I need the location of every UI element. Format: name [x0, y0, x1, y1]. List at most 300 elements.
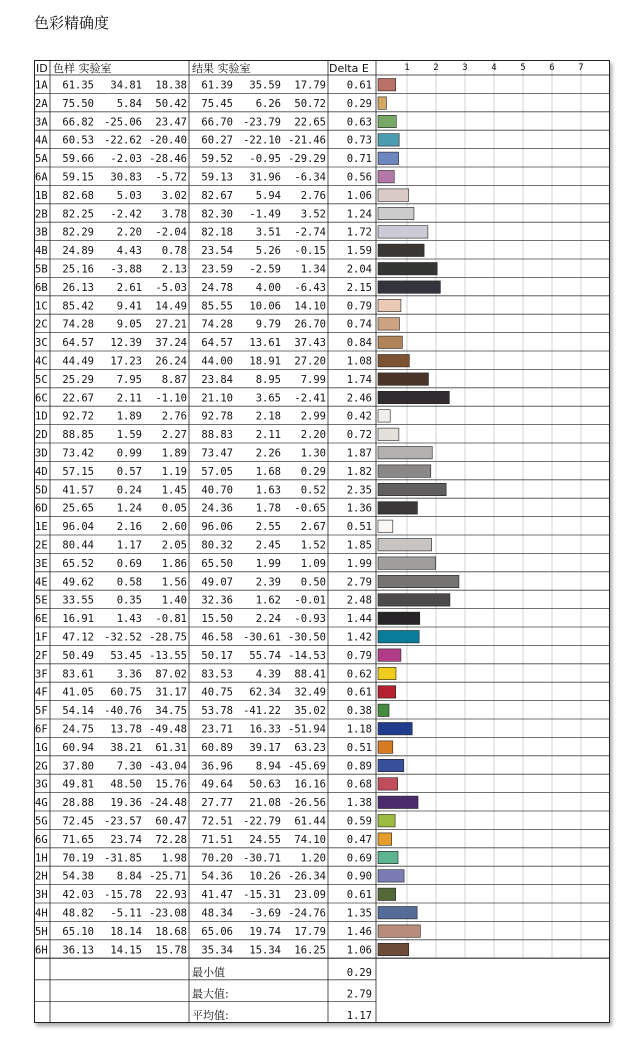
result-lab-value: 4.39 [255, 668, 281, 681]
result-lab-value: 2.24 [255, 613, 281, 626]
reference-lab-value: 9.05 [116, 318, 142, 331]
delta-e-bar [378, 759, 404, 771]
column-header-delta-e: Delta E [329, 62, 369, 75]
row-id: 6D [35, 502, 48, 515]
row-id: 3H [35, 889, 48, 902]
reference-lab-value: 1.40 [161, 594, 187, 607]
reference-lab-value: -23.08 [149, 907, 187, 920]
reference-lab-value: 16.91 [62, 613, 94, 626]
reference-lab-value: 1.89 [161, 447, 187, 460]
delta-e-value: 1.18 [346, 723, 372, 736]
result-lab-value: 61.44 [294, 815, 326, 828]
result-lab-value: -14.53 [288, 649, 326, 662]
result-lab-value: 19.74 [249, 925, 281, 938]
reference-lab-value: -5.72 [155, 171, 187, 184]
delta-e-bar [378, 410, 390, 422]
delta-e-value: 1.46 [346, 925, 372, 938]
result-lab-value: -6.43 [294, 281, 326, 294]
result-lab-value: 37.43 [294, 337, 326, 350]
delta-e-bar [378, 925, 420, 937]
reference-lab-value: 82.68 [62, 189, 94, 202]
result-lab-value: 10.06 [249, 300, 281, 313]
reference-lab-value: 5.84 [116, 97, 142, 110]
reference-lab-value: 1.59 [116, 429, 142, 442]
result-lab-value: 44.00 [201, 355, 233, 368]
row-id: 3C [35, 337, 48, 350]
reference-lab-value: 44.49 [62, 355, 94, 368]
delta-e-value: 0.79 [346, 300, 372, 313]
delta-e-bar [378, 134, 399, 146]
result-lab-value: 24.78 [201, 281, 233, 294]
result-lab-value: -2.41 [294, 392, 326, 405]
reference-lab-value: 37.80 [62, 760, 94, 773]
reference-lab-value: -2.42 [110, 208, 142, 221]
row-id: 4C [35, 355, 48, 368]
result-lab-value: 24.36 [201, 502, 233, 515]
row-id: 1B [35, 189, 48, 202]
reference-lab-value: -25.71 [149, 870, 187, 883]
reference-lab-value: 18.14 [110, 925, 142, 938]
delta-e-value: 0.61 [346, 889, 372, 902]
reference-lab-value: 23.74 [110, 833, 142, 846]
delta-e-bar [378, 171, 394, 183]
row-id: 5F [35, 705, 48, 718]
delta-e-value: 1.08 [346, 355, 372, 368]
result-lab-value: -22.10 [243, 134, 281, 147]
delta-e-bar [378, 723, 412, 735]
reference-lab-value: 83.61 [62, 668, 94, 681]
row-id: 5D [35, 484, 48, 497]
result-lab-value: -0.93 [294, 613, 326, 626]
result-lab-value: 35.59 [249, 79, 281, 92]
result-lab-value: 1.34 [300, 263, 326, 276]
result-lab-value: 27.20 [294, 355, 326, 368]
reference-lab-value: 60.47 [155, 815, 187, 828]
result-lab-value: 23.71 [201, 723, 233, 736]
row-id: 1D [35, 410, 48, 423]
delta-e-bar [378, 263, 437, 275]
result-lab-value: 2.76 [300, 189, 326, 202]
delta-e-value: 0.51 [346, 521, 372, 534]
reference-lab-value: -2.04 [155, 226, 187, 239]
row-id: 6A [35, 171, 48, 184]
reference-lab-value: -3.88 [110, 263, 142, 276]
delta-e-bar [378, 594, 450, 606]
row-id: 5B [35, 263, 48, 276]
delta-e-value: 0.42 [346, 410, 372, 423]
row-id: 6G [35, 833, 48, 846]
reference-lab-value: 15.76 [155, 778, 187, 791]
reference-lab-value: 71.65 [62, 833, 94, 846]
result-lab-value: 62.34 [249, 686, 281, 699]
result-lab-value: 27.77 [201, 797, 233, 810]
result-lab-value: 2.18 [255, 410, 281, 423]
delta-e-value: 2.04 [346, 263, 372, 276]
result-lab-value: 50.17 [201, 649, 233, 662]
row-id: 4G [35, 797, 48, 810]
result-lab-value: -1.49 [249, 208, 281, 221]
reference-lab-value: 75.50 [62, 97, 94, 110]
result-lab-value: 2.11 [255, 429, 281, 442]
summary-value: 0.29 [346, 966, 372, 979]
result-lab-value: 15.34 [249, 944, 281, 957]
delta-e-bar [378, 631, 419, 643]
delta-e-bar [378, 833, 392, 845]
delta-e-value: 0.61 [346, 79, 372, 92]
result-lab-value: -3.69 [249, 907, 281, 920]
result-lab-value: 88.83 [201, 429, 233, 442]
reference-lab-value: 1.24 [116, 502, 142, 515]
result-lab-value: -51.94 [288, 723, 326, 736]
delta-e-value: 0.68 [346, 778, 372, 791]
delta-e-value: 1.85 [346, 539, 372, 552]
result-lab-value: 23.59 [201, 263, 233, 276]
reference-lab-value: 14.49 [155, 300, 187, 313]
result-lab-value: 2.26 [255, 447, 281, 460]
row-id: 6B [35, 281, 48, 294]
delta-e-bar [378, 686, 396, 698]
reference-lab-value: 42.03 [62, 889, 94, 902]
result-lab-value: -0.65 [294, 502, 326, 515]
reference-lab-value: 36.13 [62, 944, 94, 957]
reference-lab-value: 0.35 [116, 594, 142, 607]
reference-lab-value: 0.99 [116, 447, 142, 460]
reference-lab-value: 64.57 [62, 337, 94, 350]
reference-lab-value: 82.29 [62, 226, 94, 239]
reference-lab-value: 53.45 [110, 649, 142, 662]
delta-e-value: 1.82 [346, 465, 372, 478]
reference-lab-value: 12.39 [110, 337, 142, 350]
reference-lab-value: 65.52 [62, 557, 94, 570]
result-lab-value: 54.36 [201, 870, 233, 883]
result-lab-value: 3.52 [300, 208, 326, 221]
row-id: 2G [35, 760, 48, 773]
column-header-id: ID [36, 62, 48, 75]
delta-e-value: 0.51 [346, 741, 372, 754]
reference-lab-value: 50.42 [155, 97, 187, 110]
result-lab-value: 6.26 [255, 97, 281, 110]
result-lab-value: 1.63 [255, 484, 281, 497]
reference-lab-value: 85.42 [62, 300, 94, 313]
result-lab-value: 23.84 [201, 373, 233, 386]
delta-e-bar [378, 704, 389, 716]
reference-lab-value: 8.87 [161, 373, 187, 386]
delta-e-bar [378, 815, 395, 827]
column-header-result: 结果 实验室 [192, 62, 251, 75]
row-id: 1C [35, 300, 48, 313]
reference-lab-value: 92.72 [62, 410, 94, 423]
reference-lab-value: 7.30 [116, 760, 142, 773]
delta-e-value: 2.15 [346, 281, 372, 294]
delta-e-value: 0.84 [346, 337, 372, 350]
reference-lab-value: 2.61 [116, 281, 142, 294]
reference-lab-value: -28.46 [149, 153, 187, 166]
reference-lab-value: 27.21 [155, 318, 187, 331]
bar-axis-tick-label: 1 [404, 63, 410, 73]
page-title: 色彩精确度 [34, 14, 110, 32]
delta-e-value: 0.72 [346, 429, 372, 442]
reference-lab-value: 1.17 [116, 539, 142, 552]
result-lab-value: 70.20 [201, 852, 233, 865]
reference-lab-value: -5.03 [155, 281, 187, 294]
reference-lab-value: 60.75 [110, 686, 142, 699]
result-lab-value: -29.29 [288, 153, 326, 166]
delta-e-bar [378, 336, 402, 348]
reference-lab-value: 34.75 [155, 705, 187, 718]
result-lab-value: 16.16 [294, 778, 326, 791]
result-lab-value: 2.99 [300, 410, 326, 423]
delta-e-bar [378, 667, 396, 679]
reference-lab-value: 7.95 [116, 373, 142, 386]
delta-e-bar [378, 649, 401, 661]
delta-e-bar [378, 483, 446, 495]
reference-lab-value: 24.75 [62, 723, 94, 736]
result-lab-value: 2.55 [255, 521, 281, 534]
row-id: 2C [35, 318, 48, 331]
delta-e-bar [378, 502, 417, 514]
result-lab-value: 32.49 [294, 686, 326, 699]
reference-lab-value: -49.48 [149, 723, 187, 736]
row-id: 1A [35, 79, 48, 92]
delta-e-bar [378, 428, 399, 440]
reference-lab-value: 17.23 [110, 355, 142, 368]
result-lab-value: -6.34 [294, 171, 326, 184]
result-lab-value: 92.78 [201, 410, 233, 423]
result-lab-value: 13.61 [249, 337, 281, 350]
row-id: 2A [35, 97, 48, 110]
reference-lab-value: 18.68 [155, 925, 187, 938]
reference-lab-value: 2.76 [161, 410, 187, 423]
reference-lab-value: 30.83 [110, 171, 142, 184]
result-lab-value: 14.10 [294, 300, 326, 313]
delta-e-value: 1.44 [346, 613, 372, 626]
result-lab-value: -0.01 [294, 594, 326, 607]
delta-e-bar [378, 115, 396, 127]
reference-lab-value: 80.44 [62, 539, 94, 552]
bar-axis-tick-label: 4 [491, 63, 497, 73]
row-id: 4F [35, 686, 48, 699]
delta-e-value: 1.42 [346, 631, 372, 644]
delta-e-value: 0.59 [346, 815, 372, 828]
result-lab-value: 1.62 [255, 594, 281, 607]
result-lab-value: 73.47 [201, 447, 233, 460]
delta-e-value: 0.69 [346, 852, 372, 865]
reference-lab-value: 0.58 [116, 576, 142, 589]
result-lab-value: -15.31 [243, 889, 281, 902]
reference-lab-value: 65.10 [62, 925, 94, 938]
row-id: 4B [35, 245, 48, 258]
delta-e-bar [378, 907, 417, 919]
reference-lab-value: 31.17 [155, 686, 187, 699]
delta-e-bar [378, 520, 393, 532]
delta-e-bar [378, 79, 396, 91]
summary-label: 最小值 [192, 965, 225, 979]
reference-lab-value: 54.14 [62, 705, 94, 718]
reference-lab-value: 1.45 [161, 484, 187, 497]
result-lab-value: 71.51 [201, 833, 233, 846]
bar-axis-tick-label: 7 [578, 63, 584, 73]
color-accuracy-chart [34, 60, 610, 1023]
delta-e-bar [378, 888, 396, 900]
bar-axis-tick-label: 2 [433, 63, 439, 73]
reference-lab-value: 22.67 [62, 392, 94, 405]
delta-e-value: 0.73 [346, 134, 372, 147]
result-lab-value: 1.68 [255, 465, 281, 478]
delta-e-value: 1.72 [346, 226, 372, 239]
delta-e-value: 0.71 [346, 153, 372, 166]
reference-lab-value: -31.85 [104, 852, 142, 865]
result-lab-value: 55.74 [249, 649, 281, 662]
reference-lab-value: 70.19 [62, 852, 94, 865]
reference-lab-value: -28.75 [149, 631, 187, 644]
reference-lab-value: -15.78 [104, 889, 142, 902]
result-lab-value: 63.23 [294, 741, 326, 754]
result-lab-value: -30.71 [243, 852, 281, 865]
row-id: 4E [35, 576, 48, 589]
result-lab-value: 7.99 [300, 373, 326, 386]
result-lab-value: 2.67 [300, 521, 326, 534]
reference-lab-value: 59.15 [62, 171, 94, 184]
reference-lab-value: -40.76 [104, 705, 142, 718]
result-lab-value: 4.00 [255, 281, 281, 294]
reference-lab-value: 13.78 [110, 723, 142, 736]
row-id: 5G [35, 815, 48, 828]
result-lab-value: 65.06 [201, 925, 233, 938]
row-id: 5E [35, 594, 48, 607]
row-id: 1G [35, 741, 48, 754]
delta-e-value: 1.36 [346, 502, 372, 515]
reference-lab-value: 25.65 [62, 502, 94, 515]
result-lab-value: 3.51 [255, 226, 281, 239]
result-lab-value: 8.95 [255, 373, 281, 386]
row-id: 1E [35, 521, 48, 534]
result-lab-value: 21.10 [201, 392, 233, 405]
result-lab-value: 60.27 [201, 134, 233, 147]
result-lab-value: 40.75 [201, 686, 233, 699]
reference-lab-value: -22.62 [104, 134, 142, 147]
row-id: 2B [35, 208, 48, 221]
result-lab-value: 75.45 [201, 97, 233, 110]
reference-lab-value: 41.57 [62, 484, 94, 497]
delta-e-bar [378, 557, 436, 569]
reference-lab-value: -25.06 [104, 116, 142, 129]
result-lab-value: 1.09 [300, 557, 326, 570]
reference-lab-value: 25.29 [62, 373, 94, 386]
reference-lab-value: 96.04 [62, 521, 94, 534]
row-id: 2H [35, 870, 48, 883]
row-id: 3D [35, 447, 48, 460]
delta-e-value: 2.48 [346, 594, 372, 607]
result-lab-value: 74.28 [201, 318, 233, 331]
result-lab-value: 61.39 [201, 79, 233, 92]
delta-e-value: 1.59 [346, 245, 372, 258]
result-lab-value: 40.70 [201, 484, 233, 497]
reference-lab-value: 57.15 [62, 465, 94, 478]
reference-lab-value: 1.43 [116, 613, 142, 626]
row-id: 2E [35, 539, 48, 552]
result-lab-value: -30.61 [243, 631, 281, 644]
reference-lab-value: 28.88 [62, 797, 94, 810]
result-lab-value: 74.10 [294, 833, 326, 846]
result-lab-value: 1.78 [255, 502, 281, 515]
delta-e-bar [378, 318, 399, 330]
reference-lab-value: 41.05 [62, 686, 94, 699]
result-lab-value: 21.08 [249, 797, 281, 810]
result-lab-value: 82.67 [201, 189, 233, 202]
result-lab-value: 23.09 [294, 889, 326, 902]
result-lab-value: 17.79 [294, 925, 326, 938]
reference-lab-value: 22.93 [155, 889, 187, 902]
reference-lab-value: 88.85 [62, 429, 94, 442]
result-lab-value: 1.99 [255, 557, 281, 570]
row-id: 6F [35, 723, 48, 736]
result-lab-value: 66.70 [201, 116, 233, 129]
result-lab-value: 0.52 [300, 484, 326, 497]
result-lab-value: 3.65 [255, 392, 281, 405]
reference-lab-value: 82.25 [62, 208, 94, 221]
delta-e-value: 1.38 [346, 797, 372, 810]
reference-lab-value: 47.12 [62, 631, 94, 644]
result-lab-value: -0.15 [294, 245, 326, 258]
result-lab-value: 2.45 [255, 539, 281, 552]
reference-lab-value: 60.53 [62, 134, 94, 147]
reference-lab-value: 5.03 [116, 189, 142, 202]
result-lab-value: 5.94 [255, 189, 281, 202]
reference-lab-value: 26.13 [62, 281, 94, 294]
delta-e-value: 0.29 [346, 97, 372, 110]
row-id: 3B [35, 226, 48, 239]
result-lab-value: 1.52 [300, 539, 326, 552]
reference-lab-value: 2.27 [161, 429, 187, 442]
reference-lab-value: 59.66 [62, 153, 94, 166]
result-lab-value: 50.63 [249, 778, 281, 791]
delta-e-value: 1.74 [346, 373, 372, 386]
result-lab-value: 35.34 [201, 944, 233, 957]
row-id: 6H [35, 944, 48, 957]
result-lab-value: 49.64 [201, 778, 233, 791]
reference-lab-value: 8.84 [116, 870, 142, 883]
row-id: 6C [35, 392, 48, 405]
row-id: 4A [35, 134, 48, 147]
result-lab-value: 60.89 [201, 741, 233, 754]
reference-lab-value: 38.21 [110, 741, 142, 754]
result-lab-value: -30.50 [288, 631, 326, 644]
delta-e-value: 0.47 [346, 833, 372, 846]
result-lab-value: 1.20 [300, 852, 326, 865]
reference-lab-value: 0.24 [116, 484, 142, 497]
reference-lab-value: 3.02 [161, 189, 187, 202]
result-lab-value: 96.06 [201, 521, 233, 534]
delta-e-bar [378, 447, 432, 459]
delta-e-value: 0.63 [346, 116, 372, 129]
result-lab-value: 46.58 [201, 631, 233, 644]
delta-e-bar [378, 244, 424, 256]
result-lab-value: -2.59 [249, 263, 281, 276]
reference-lab-value: 74.28 [62, 318, 94, 331]
reference-lab-value: 33.55 [62, 594, 94, 607]
reference-lab-value: 24.89 [62, 245, 94, 258]
reference-lab-value: 1.98 [161, 852, 187, 865]
delta-e-bar [378, 299, 401, 311]
result-lab-value: 2.20 [300, 429, 326, 442]
delta-e-bar [378, 189, 409, 201]
result-lab-value: 57.05 [201, 465, 233, 478]
delta-e-value: 2.35 [346, 484, 372, 497]
reference-lab-value: 18.38 [155, 79, 187, 92]
result-lab-value: 50.72 [294, 97, 326, 110]
result-lab-value: 83.53 [201, 668, 233, 681]
reference-lab-value: -13.55 [149, 649, 187, 662]
